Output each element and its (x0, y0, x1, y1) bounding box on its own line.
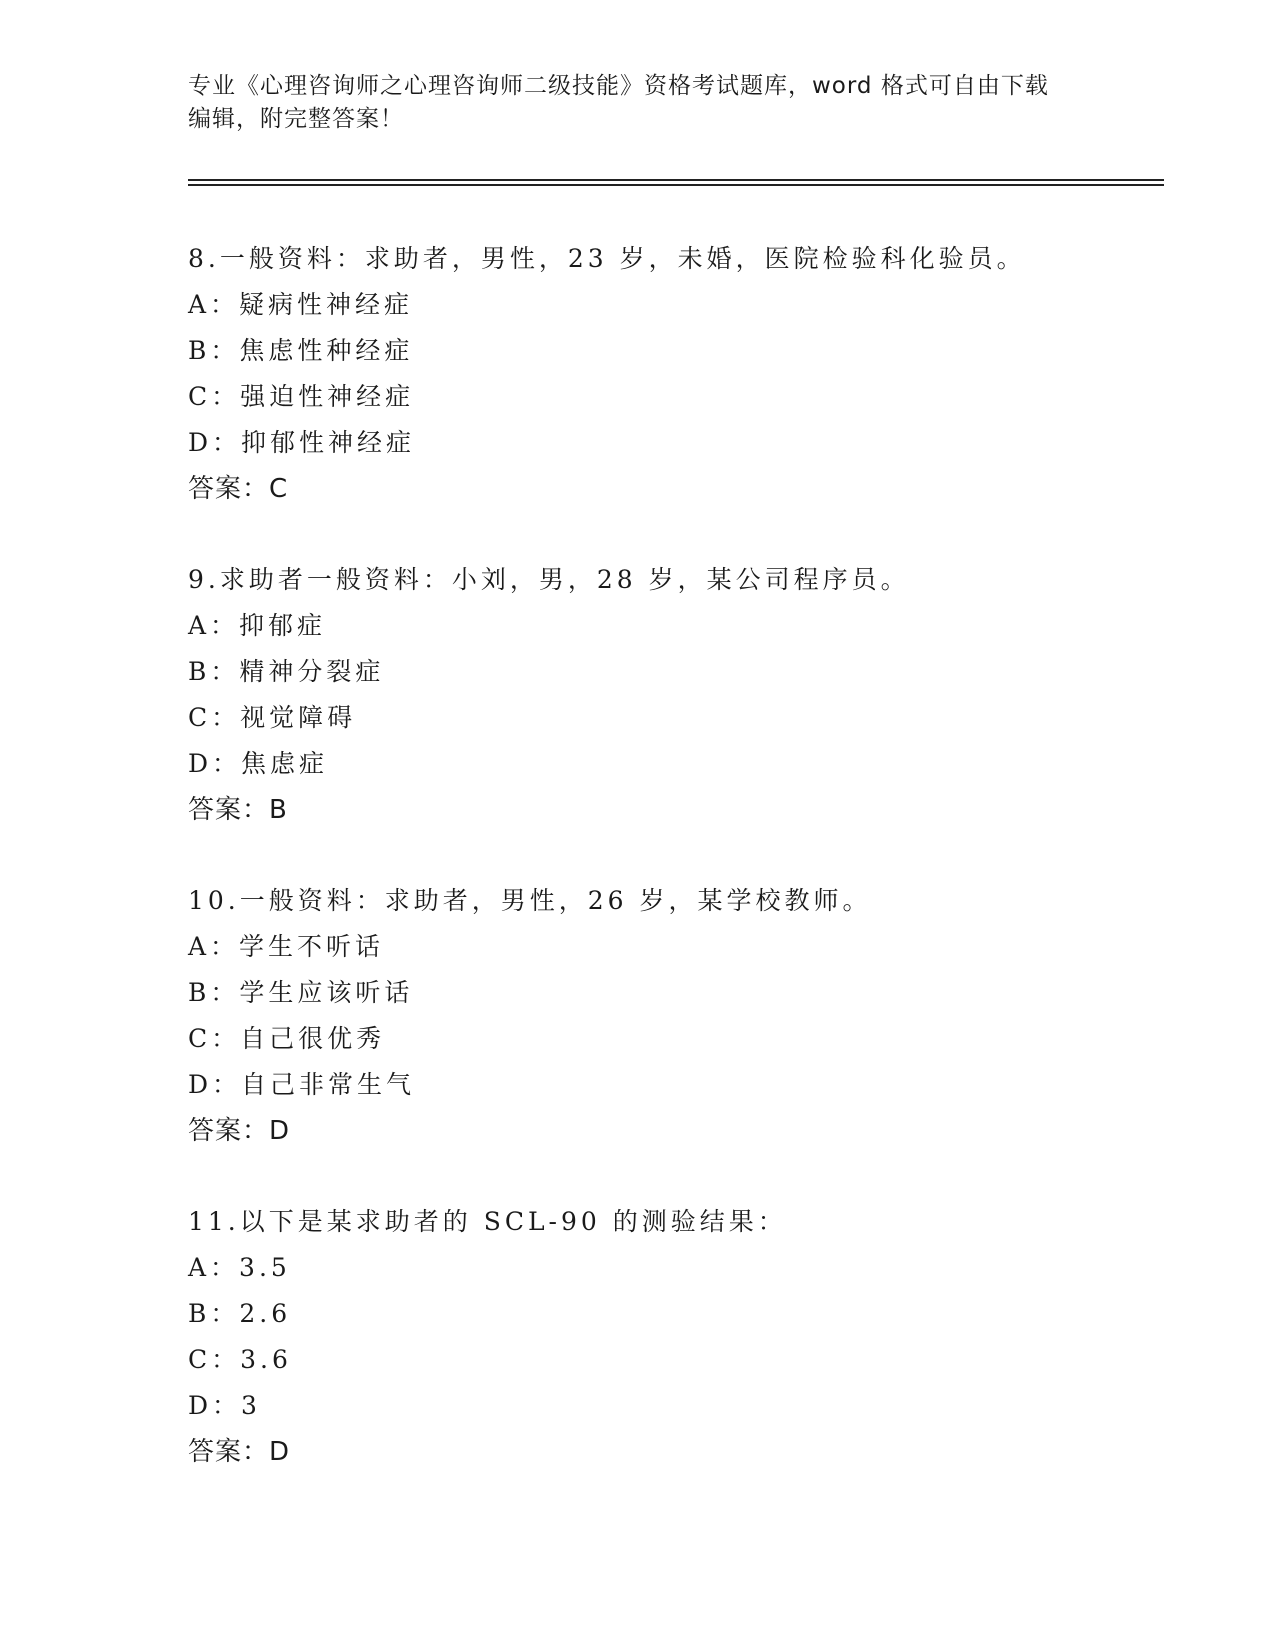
answer-text: 答案：B (188, 795, 288, 825)
option-c: C：自己很优秀 (188, 1024, 386, 1053)
question-title: 11.以下是某求助者的 SCL-90 的测验结果： (188, 1207, 787, 1236)
question-block (188, 236, 1188, 512)
answer-text: 答案：D (188, 1437, 291, 1467)
question-title: 9.求助者一般资料：小刘，男，28 岁，某公司程序员。 (188, 565, 910, 594)
question-title: 10.一般资料：求助者，男性，26 岁，某学校教师。 (188, 886, 872, 915)
option-d: D：自己非常生气 (188, 1070, 416, 1099)
header-divider-bottom (188, 184, 1164, 186)
option-c: C：强迫性神经症 (188, 382, 415, 411)
question-block (188, 878, 1188, 1154)
answer-text: 答案：C (188, 474, 289, 504)
header-line-2: 编辑，附完整答案！ (188, 106, 404, 132)
question-title: 8.一般资料：求助者，男性，23 岁，未婚，医院检验科化验员。 (188, 244, 1026, 273)
option-a: A：疑病性神经症 (188, 290, 414, 319)
option-b: B：焦虑性种经症 (188, 336, 414, 365)
option-a: A：学生不听话 (188, 932, 385, 961)
option-d: D：焦虑症 (188, 749, 329, 778)
document-header (188, 70, 1088, 136)
option-d: D：抑郁性神经症 (188, 428, 416, 457)
option-c: C：视觉障碍 (188, 703, 357, 732)
option-a: A：3.5 (188, 1253, 291, 1282)
option-b: B：学生应该听话 (188, 978, 414, 1007)
option-c: C：3.6 (188, 1345, 292, 1374)
option-a: A：抑郁症 (188, 611, 327, 640)
option-b: B：2.6 (188, 1299, 292, 1328)
header-divider-top (188, 179, 1164, 181)
option-d: D：3 (188, 1391, 261, 1420)
question-block (188, 557, 1188, 833)
header-line-1: 专业《心理咨询师之心理咨询师二级技能》资格考试题库，word 格式可自由下载 (188, 73, 1049, 99)
question-block (188, 1199, 1188, 1475)
answer-text: 答案：D (188, 1116, 291, 1146)
option-b: B：精神分裂症 (188, 657, 385, 686)
